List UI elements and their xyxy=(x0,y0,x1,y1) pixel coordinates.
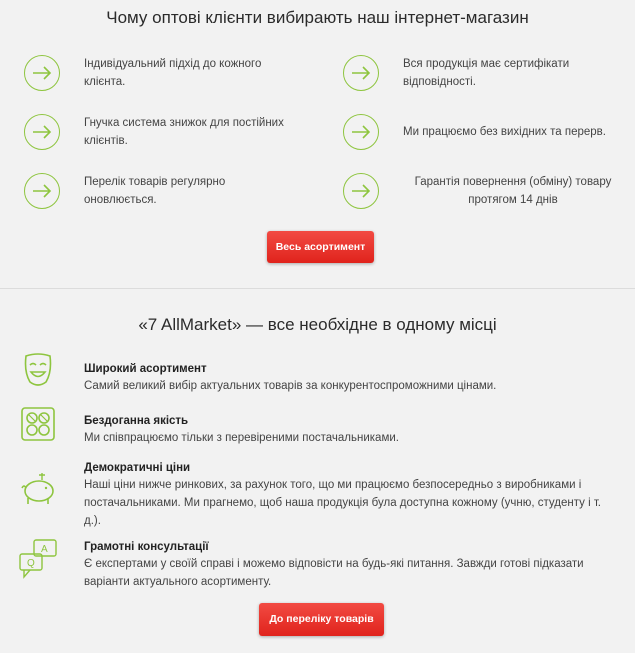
advantage-text: Перелік товарів регулярно оновлюється. xyxy=(84,176,226,206)
feature-text: Ми співпрацюємо тільки з перевіреними постачальниками. xyxy=(84,432,399,444)
section-divider xyxy=(0,288,635,289)
arrow-right-icon xyxy=(343,114,379,150)
button-label: Весь асортимент xyxy=(275,241,366,253)
feature-text: Є експертами у своїй справі і можемо відповісти на будь-які питання. Завжди готові підказати варіанти актуального асортименту. xyxy=(84,558,584,588)
arrow-right-icon xyxy=(24,173,60,209)
feature-title: Грамотні консультації xyxy=(84,541,209,553)
svg-text:A: A xyxy=(41,544,48,555)
quality-grid-icon xyxy=(18,404,58,444)
piggy-bank-icon xyxy=(18,468,58,508)
feature-title: Бездоганна якість xyxy=(84,415,189,427)
arrow-right-icon xyxy=(24,55,60,91)
section-title: Чому оптові клієнти вибирають наш інтернет-магазин xyxy=(106,8,529,27)
advantage-item xyxy=(24,114,294,150)
why-clients-section xyxy=(0,0,635,288)
all-assortment-button[interactable] xyxy=(267,231,374,263)
advantage-item xyxy=(24,173,264,209)
advantage-item xyxy=(343,114,633,150)
button-label: До переліку товарів xyxy=(269,613,374,625)
qa-chat-icon xyxy=(18,538,58,578)
advantage-item xyxy=(343,173,623,209)
arrow-right-icon xyxy=(343,173,379,209)
feature-item xyxy=(84,460,614,530)
arrow-right-icon xyxy=(343,55,379,91)
feature-text: Самий великий вибір актуальних товарів за конкурентоспроможними цінами. xyxy=(84,380,497,392)
svg-text:Q: Q xyxy=(27,558,35,569)
advantage-item xyxy=(24,55,294,91)
to-product-list-button[interactable] xyxy=(259,603,384,636)
advantage-text: Гнучка система знижок для постійних клієнтів. xyxy=(84,117,284,147)
advantage-text: Вся продукція має сертифікати відповідності. xyxy=(403,58,570,88)
advantage-item xyxy=(343,55,613,91)
feature-text: Наші ціни нижче ринкових, за рахунок того, що ми працюємо безпосередньо з виробниками і постачальниками. Ми прагнемо, щоб наша продукція була доступна кожному (учню, студенту і т. д.). xyxy=(84,479,602,527)
section-title: «7 AllMarket» — все необхідне в одному місці xyxy=(138,315,497,334)
feature-title: Демократичні ціни xyxy=(84,462,191,474)
feature-item xyxy=(84,539,614,591)
advantage-text: Гарантія повернення (обміну) товару протягом 14 днів xyxy=(414,176,612,206)
arrow-right-icon xyxy=(24,114,60,150)
feature-item xyxy=(84,413,614,447)
feature-item xyxy=(84,361,614,395)
advantage-text: Індивідуальний підхід до кожного клієнта. xyxy=(84,58,262,88)
feature-title: Широкий асортимент xyxy=(84,363,207,375)
smile-mask-icon xyxy=(18,350,58,390)
advantage-text: Ми працюємо без вихідних та перерв. xyxy=(403,126,606,138)
